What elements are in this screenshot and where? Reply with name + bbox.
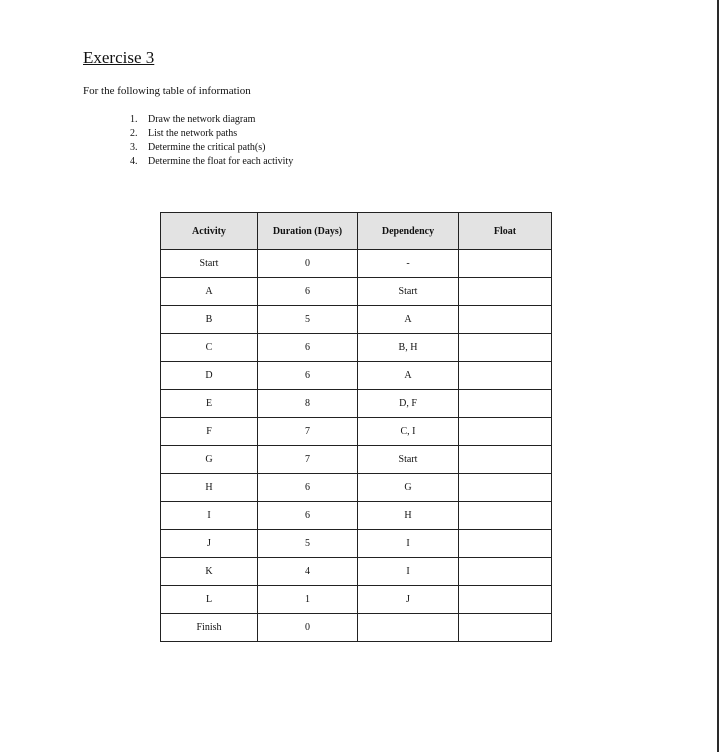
table-row <box>161 474 552 502</box>
table-header-row <box>161 213 552 250</box>
table-row <box>161 530 552 558</box>
activity-cell: Finish <box>161 614 258 642</box>
task-list <box>130 113 293 169</box>
dependency-cell: A <box>358 362 459 390</box>
float-cell <box>459 250 552 278</box>
task-number: 3. <box>130 142 138 153</box>
table-row <box>161 586 552 614</box>
dependency-cell: G <box>358 474 459 502</box>
activity-cell: E <box>161 390 258 418</box>
task-text: Determine the critical path(s) <box>148 142 266 153</box>
activity-cell: D <box>161 362 258 390</box>
task-number: 4. <box>130 156 138 167</box>
duration-cell: 8 <box>258 390 358 418</box>
dependency-cell: H <box>358 502 459 530</box>
table-row <box>161 614 552 642</box>
task-item <box>130 127 293 141</box>
header-float: Float <box>459 213 552 250</box>
header-dependency: Dependency <box>358 213 459 250</box>
table-row <box>161 306 552 334</box>
float-cell <box>459 586 552 614</box>
dependency-cell: D, F <box>358 390 459 418</box>
table-row <box>161 250 552 278</box>
dependency-cell <box>358 614 459 642</box>
dependency-cell: A <box>358 306 459 334</box>
task-text: List the network paths <box>148 128 238 139</box>
float-cell <box>459 502 552 530</box>
dependency-cell: B, H <box>358 334 459 362</box>
activity-cell: B <box>161 306 258 334</box>
table-row <box>161 446 552 474</box>
activity-cell: H <box>161 474 258 502</box>
task-number: 2. <box>130 128 138 139</box>
table-row <box>161 558 552 586</box>
float-cell <box>459 278 552 306</box>
float-cell <box>459 390 552 418</box>
activity-table <box>160 212 552 642</box>
duration-cell: 0 <box>258 250 358 278</box>
float-cell <box>459 530 552 558</box>
duration-cell: 5 <box>258 306 358 334</box>
duration-cell: 4 <box>258 558 358 586</box>
task-number: 1. <box>130 114 138 125</box>
float-cell <box>459 306 552 334</box>
task-item <box>130 113 293 127</box>
activity-cell: F <box>161 418 258 446</box>
table-row <box>161 278 552 306</box>
float-cell <box>459 334 552 362</box>
task-text: Determine the float for each activity <box>148 156 294 167</box>
float-cell <box>459 558 552 586</box>
activity-cell: G <box>161 446 258 474</box>
exercise-title: Exercise 3 <box>83 48 155 67</box>
float-cell <box>459 474 552 502</box>
activity-cell: K <box>161 558 258 586</box>
duration-cell: 6 <box>258 474 358 502</box>
duration-cell: 0 <box>258 614 358 642</box>
table-row <box>161 502 552 530</box>
table-row <box>161 362 552 390</box>
float-cell <box>459 446 552 474</box>
activity-cell: C <box>161 334 258 362</box>
activity-table-container <box>160 212 552 642</box>
table-row <box>161 418 552 446</box>
duration-cell: 6 <box>258 278 358 306</box>
duration-cell: 7 <box>258 446 358 474</box>
float-cell <box>459 418 552 446</box>
activity-cell: L <box>161 586 258 614</box>
dependency-cell: Start <box>358 278 459 306</box>
activity-cell: J <box>161 530 258 558</box>
activity-cell: Start <box>161 250 258 278</box>
dependency-cell: I <box>358 530 459 558</box>
table-body <box>161 250 552 642</box>
task-item <box>130 141 293 155</box>
activity-cell: I <box>161 502 258 530</box>
duration-cell: 5 <box>258 530 358 558</box>
table-row <box>161 390 552 418</box>
duration-cell: 7 <box>258 418 358 446</box>
dependency-cell: C, I <box>358 418 459 446</box>
dependency-cell: I <box>358 558 459 586</box>
duration-cell: 1 <box>258 586 358 614</box>
dependency-cell: J <box>358 586 459 614</box>
dependency-cell: Start <box>358 446 459 474</box>
dependency-cell: - <box>358 250 459 278</box>
intro-text: For the following table of information <box>83 85 251 97</box>
duration-cell: 6 <box>258 502 358 530</box>
activity-cell: A <box>161 278 258 306</box>
task-item <box>130 155 293 169</box>
header-duration: Duration (Days) <box>258 213 358 250</box>
float-cell <box>459 614 552 642</box>
duration-cell: 6 <box>258 334 358 362</box>
header-activity: Activity <box>161 213 258 250</box>
table-row <box>161 334 552 362</box>
duration-cell: 6 <box>258 362 358 390</box>
task-text: Draw the network diagram <box>148 114 256 125</box>
float-cell <box>459 362 552 390</box>
